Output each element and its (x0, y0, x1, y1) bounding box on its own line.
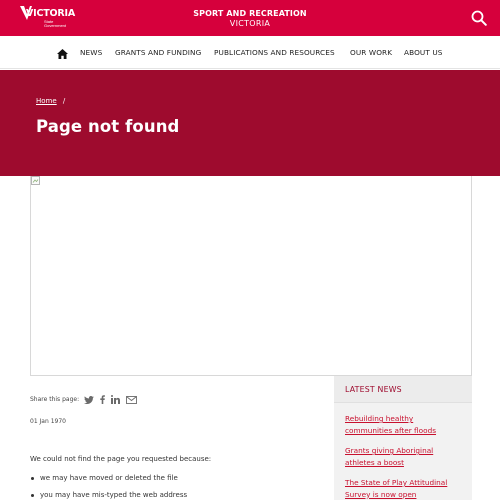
twitter-icon[interactable] (84, 396, 94, 404)
site-title-line-1: SPORT AND RECREATION (193, 9, 307, 18)
share-bar (30, 395, 143, 404)
linkedin-icon[interactable] (111, 395, 120, 404)
facebook-icon[interactable] (100, 395, 105, 404)
not-found-reasons-list (30, 474, 187, 500)
email-icon[interactable] (126, 396, 137, 404)
nav-item-our-work[interactable]: OUR WORK (350, 48, 393, 57)
news-link-state-of-play-survey[interactable] (345, 477, 465, 500)
logo-subline-1: State (44, 19, 54, 24)
news-link-rebuilding-healthy-communities[interactable] (345, 413, 465, 436)
nav-item-news[interactable]: NEWS (80, 48, 103, 57)
not-found-intro: We could not find the page you requested because: (30, 455, 212, 463)
logo-wordmark: VICTORIA (26, 8, 76, 19)
home-icon (57, 49, 68, 59)
nav-item-grants-and-funding[interactable]: GRANTS AND FUNDING (115, 48, 202, 57)
latest-news-title: LATEST NEWS (345, 385, 402, 394)
nav-item-about-us[interactable]: ABOUT US (404, 48, 443, 57)
news-link-grants-aboriginal-athletes[interactable] (345, 445, 465, 468)
list-item: we may have moved or deleted the file (30, 474, 187, 483)
search-icon (471, 10, 487, 26)
breadcrumb-home-link[interactable]: Home (36, 97, 57, 105)
nav-item-publications-and-resources[interactable]: PUBLICATIONS AND RESOURCES (214, 48, 335, 57)
logo-subline-2: Government (44, 23, 67, 28)
published-date: 01 Jan 1970 (30, 418, 66, 425)
site-title-link[interactable] (150, 9, 350, 29)
main-navigation (0, 36, 500, 69)
news-link-line-1: The State of Play Attitudinal (345, 478, 448, 487)
share-label: Share this page: (30, 396, 80, 403)
hero-image-placeholder (30, 176, 472, 376)
news-link-line-1: Grants giving Aboriginal (345, 446, 434, 455)
news-link-line-1: Rebuilding healthy (345, 414, 414, 423)
news-link-line-2: athletes a boost (345, 457, 404, 467)
latest-news-panel (334, 376, 472, 500)
breadcrumb-separator: / (62, 97, 66, 105)
page-title: Page not found (36, 117, 180, 136)
news-link-line-2: Survey is now open (345, 489, 417, 499)
victoria-state-government-logo[interactable] (18, 4, 76, 32)
latest-news-header (334, 376, 472, 403)
site-title-line-2: VICTORIA (229, 19, 271, 28)
page-hero (0, 70, 500, 176)
list-item: you may have mis-typed the web address (30, 491, 187, 500)
site-header (0, 0, 500, 36)
search-button[interactable] (466, 6, 492, 30)
broken-image-icon (31, 176, 40, 185)
nav-home-link[interactable] (57, 46, 69, 58)
breadcrumb (36, 97, 65, 105)
news-link-line-2: communities after floods (345, 425, 437, 435)
